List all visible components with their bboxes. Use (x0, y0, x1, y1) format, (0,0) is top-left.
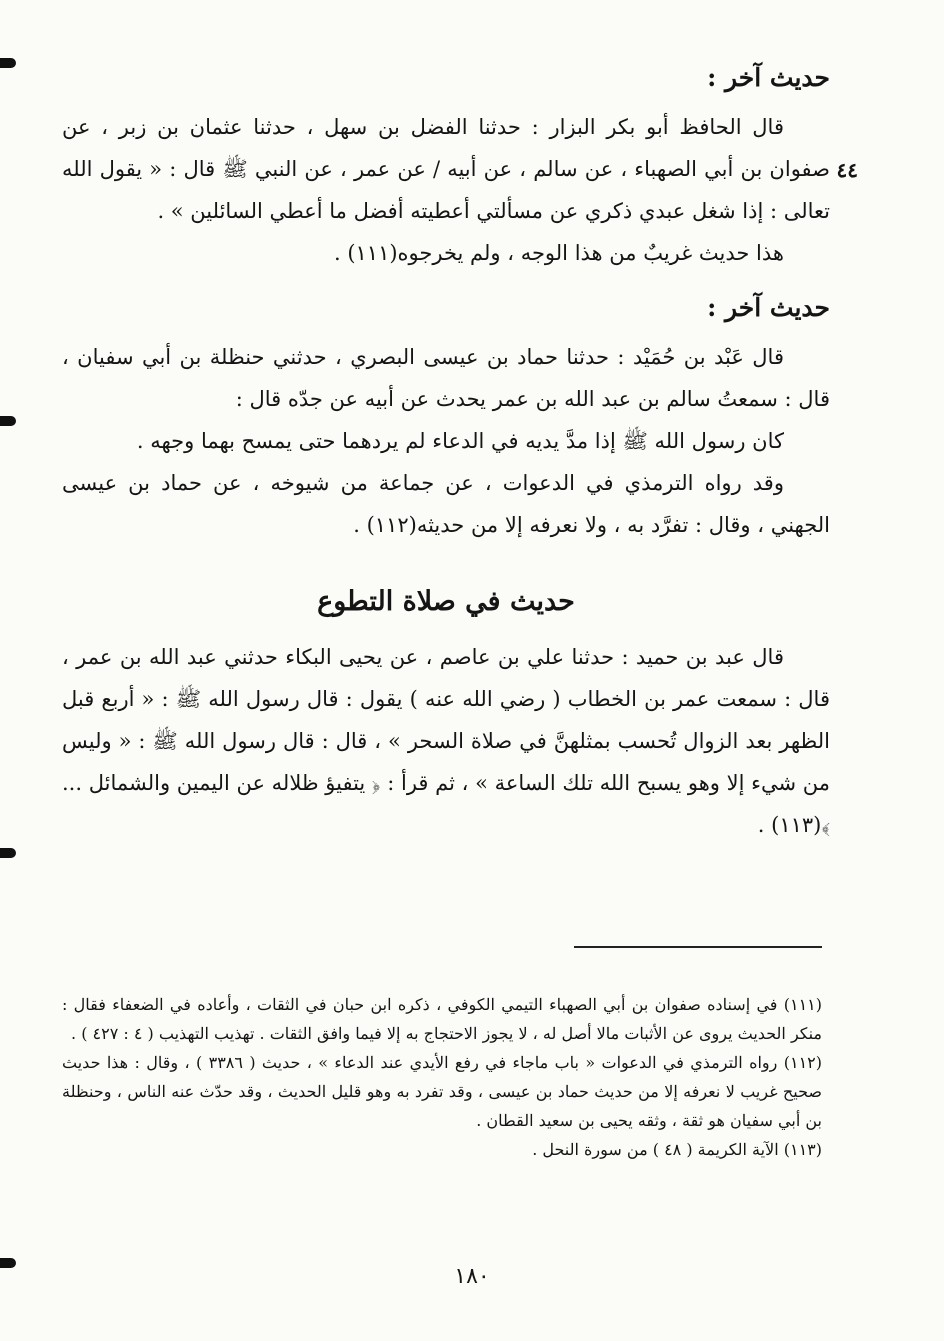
footnote: (١١٢) رواه الترمذي في الدعوات « باب ماجاء في رفع الأيدي عند الدعاء » ، حديث ( ٣٣٨٦ ) ، وقال : هذا حديث صحيح غريب لا نعرفه إلا من حديث حماد بن عيسى ، وقد تفرد به وهو قليل الحديث ، وقد حدّث عنه الناس ، وحنظلة بن أبي سفيان هو ثقة ، وثقه يحيى بن سعيد القطان . (62, 1053, 823, 1130)
main-text (62, 58, 830, 846)
footnote: (١١٣) الآية الكريمة ( ٤٨ ) من سورة النحل . (532, 1140, 822, 1159)
section-heading: حديث آخر : (707, 293, 830, 322)
footnote-divider (574, 946, 822, 948)
page-number: ١٨٠ (454, 1264, 490, 1289)
edge-mark (0, 58, 16, 68)
paragraph: قال عبد بن حميد : حدثنا علي بن عاصم ، عن يحيى البكاء حدثني عبد الله بن عمر ، قال : سمعت عمر بن الخطاب ( رضي الله عنه ) يقول : قال رسول الله ﷺ : « أربع قبل الظهر بعد الزوال تُحسب بمثلهنَّ في صلاة السحر » ، قال : قال رسول الله ﷺ : « وليس من شيء إلا وهو يسبح الله تلك الساعة » ، ثم قرأ : ﴿ يتفيؤ ظلاله عن اليمين والشمائل ... ﴾(١١٣) . (62, 645, 830, 837)
chapter-title: حديث في صلاة التطوع (317, 586, 575, 617)
footnotes (62, 990, 822, 1164)
margin-page-reference: ٤٤ (836, 158, 858, 182)
paragraph: قال عَبْد بن حُمَيْد : حدثنا حماد بن عيسى البصري ، حدثني حنظلة بن أبي سفيان ، قال : سمعتُ سالم بن عبد الله بن عمر يحدث عن أبيه عن جدّه قال : (62, 345, 830, 411)
edge-mark (0, 848, 16, 858)
paragraph: هذا حديث غريبٌ من هذا الوجه ، ولم يخرجوه(١١١) . (333, 241, 784, 265)
paragraph: كان رسول الله ﷺ إذا مدَّ يديه في الدعاء لم يردهما حتى يمسح بهما وجهه . (136, 429, 784, 453)
section-heading: حديث آخر : (707, 63, 830, 92)
footnote: (١١١) في إسناده صفوان بن أبي الصهباء التيمي الكوفي ، ذكره ابن حبان في الثقات ، وأعاده في الضعفاء فقال : منكر الحديث يروى عن الأثبات مالا أصل له ، لا يجوز الاحتجاج به إلا فيما وافق الثقات . تهذيب التهذيب ( ٤ : ٤٢٧ ) . (62, 995, 822, 1043)
paragraph: وقد رواه الترمذي في الدعوات ، عن جماعة من شيوخه ، عن حماد بن عيسى الجهني ، وقال : تفرَّد به ، ولا نعرفه إلا من حديثه(١١٢) . (62, 471, 830, 537)
edge-mark (0, 416, 16, 426)
paragraph: قال الحافظ أبو بكر البزار : حدثنا الفضل بن سهل ، حدثنا عثمان بن زبر ، عن صفوان بن أبي الصهباء ، عن سالم ، عن أبيه / عن عمر ، عن النبي ﷺ قال : « يقول الله تعالى : إذا شغل عبدي ذكري عن مسألتي أعطيته أفضل ما أعطي السائلين » . (62, 115, 830, 223)
